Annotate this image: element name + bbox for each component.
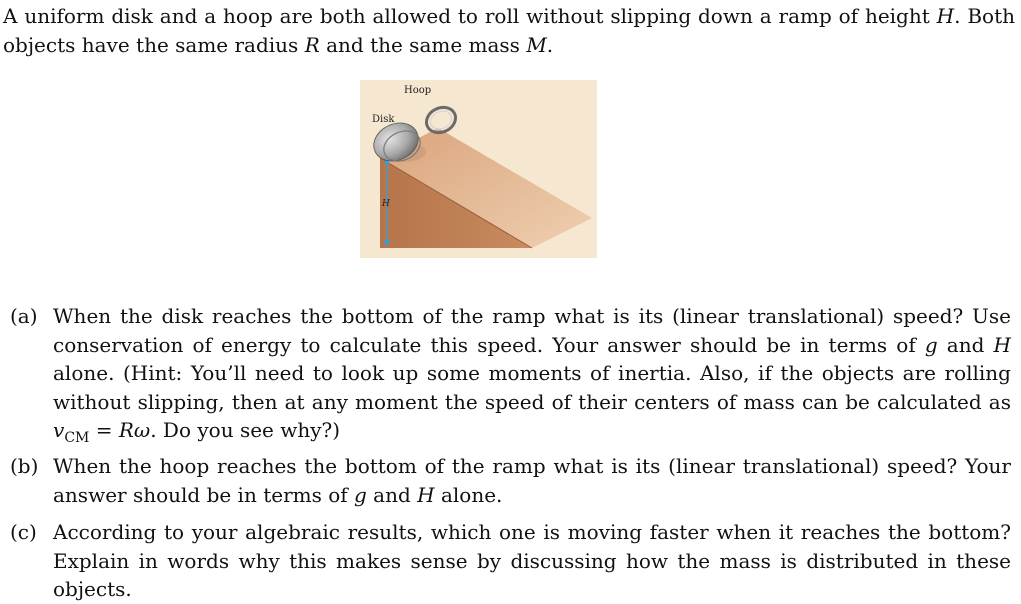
part-a-text xyxy=(53,302,1011,453)
height-label: H xyxy=(382,199,390,209)
height-variable: H xyxy=(417,482,435,507)
gravity-variable: g xyxy=(924,332,938,357)
hoop-shape xyxy=(422,103,459,137)
intro-text-1: A uniform disk and a hoop are both allowed to roll without slipping down a ramp of height xyxy=(3,4,937,28)
height-variable: H xyxy=(936,4,955,28)
ramp-figure xyxy=(360,80,597,258)
part-b-text-2: and xyxy=(366,482,418,507)
radius-variable: R xyxy=(304,33,320,57)
part-b-text-3: alone. xyxy=(434,482,503,507)
intro-text-3: and the same mass xyxy=(319,33,527,57)
problem-intro xyxy=(3,2,1015,60)
part-b-text xyxy=(53,452,1011,509)
angular-speed-expression: Rω xyxy=(118,418,151,442)
part-b-label: (b) xyxy=(10,454,39,478)
part-b-text-1: When the hoop reaches the bottom of the ramp what is its (linear translational) speed? Your answer should be in terms of xyxy=(53,454,1011,507)
part-c-text: According to your algebraic results, which one is moving faster when it reaches the bottom? Explain in words why this makes sense by discussing how the mass is distributed in these objects. xyxy=(53,520,1011,601)
hoop-label: Hoop xyxy=(404,85,432,96)
intro-text-4: . xyxy=(546,33,554,57)
center-of-mass-subscript: CM xyxy=(64,430,90,446)
part-a-text-3: alone. (Hint: You’ll need to look up some moments of inertia. Also, if the objects are rolling without slipping, then at any moment the speed of their centers of mass can be calculated as xyxy=(53,361,1011,414)
equals-sign: = xyxy=(89,418,119,442)
disk-label: Disk xyxy=(372,114,395,125)
height-variable: H xyxy=(993,332,1011,357)
part-a-text-4: . Do you see why?) xyxy=(150,418,341,442)
part-c-label: (c) xyxy=(10,520,37,544)
velocity-variable: v xyxy=(53,418,65,442)
intro-text-2: . Both objects have the same radius xyxy=(3,4,1015,57)
ramp-illustration xyxy=(360,80,597,258)
mass-variable: M xyxy=(526,33,547,57)
gravity-variable: g xyxy=(354,482,367,507)
part-a-text-2: and xyxy=(937,332,994,357)
part-a-label: (a) xyxy=(10,304,38,328)
part-a-text-1: When the disk reaches the bottom of the ramp what is its (linear translational) speed? Use conservation of energy to calculate this speed. Your answer should be in terms of xyxy=(53,304,1011,357)
